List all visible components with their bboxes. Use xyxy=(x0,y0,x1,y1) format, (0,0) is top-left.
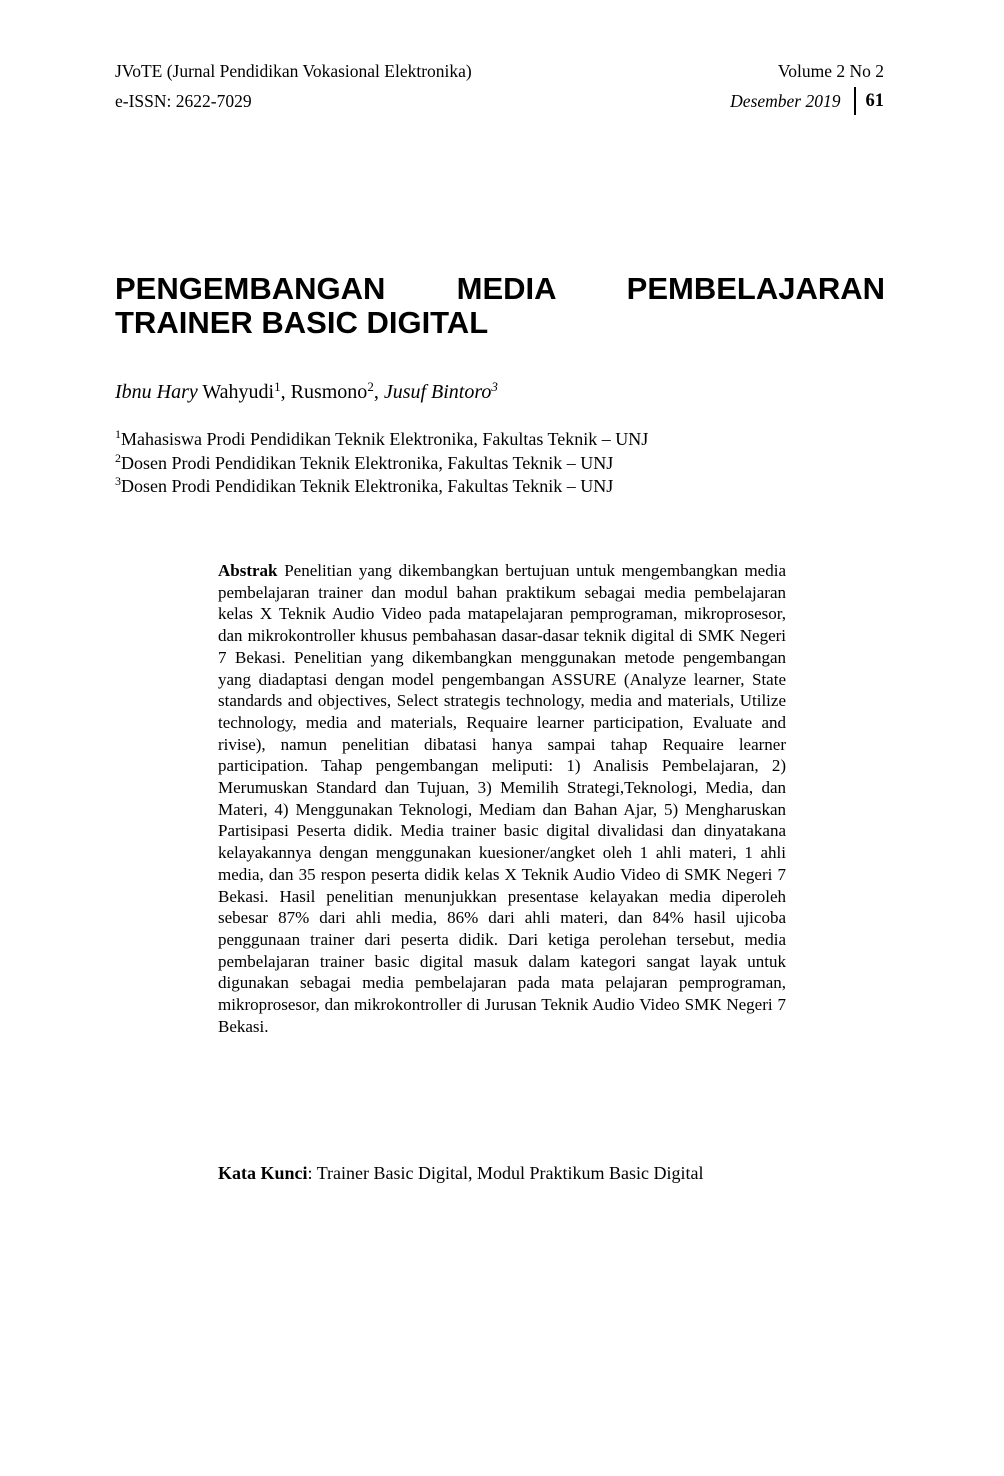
affiliation-2-text: Dosen Prodi Pendidikan Teknik Elektronika, Fakultas Teknik – UNJ xyxy=(121,452,614,473)
affiliation-1-mark: 1 xyxy=(115,427,121,441)
author-1-given: Ibnu Hary xyxy=(115,381,198,403)
abstract-text: Penelitian yang dikembangkan bertujuan untuk mengembangkan media pembelajaran trainer dan modul bahan praktikum sebagai media pembelajaran kelas X Teknik Audio Video pada matapelajaran pemprograman, mikroprosesor, dan mikrokontroller khusus pembahasan dasar-dasar teknik digital di SMK Negeri 7 Bekasi. Penelitian yang dikembangkan menggunakan metode pengembangan yang diadaptasi dengan model pengembangan ASSURE (Analyze learner, State standards and objectives, Select strategis technology, media and materials, Utilize technology, media and materials, Requaire learner participation, Evaluate and rivise), namun penelitian dibatasi hanya sampai tahap Requaire learner participation. Tahap pengembangan meliputi: 1) Analisis Pembelajaran, 2) Merumuskan Standard dan Tujuan, 3) Memilih Strategi,Teknologi, Media, dan Materi, 4) Menggunakan Teknologi, Mediam dan Bahan Ajar, 5) Mengharuskan Partisipasi Peserta didik. Media trainer basic digital divalidasi dan dinyatakana kelayakannya dengan menggunakan kuesioner/angket oleh 1 ahli materi, 1 ahli media, dan 35 respon peserta didik kelas X Teknik Audio Video di SMK Negeri 7 Bekasi. Hasil penelitian menunjukkan presentase kelayakan media diperoleh sebesar 87% dari ahli media, 86% dari ahli materi, dan 84% hasil ujicoba penggunaan trainer dari peserta didik. Dari ketiga perolehan tersebut, media pembelajaran trainer basic digital masuk dalam kategori sangat layak untuk digunakan sebagai media pembelajaran pada mata pelajaran pemprograman, mikroprosesor, dan mikrokontroller di Jurusan Teknik Audio Video SMK Negeri 7 Bekasi. xyxy=(218,561,786,1036)
page-number: 61 xyxy=(865,91,884,111)
issue-date: Desember 2019 xyxy=(730,91,841,111)
article-title xyxy=(115,272,885,340)
author-2-affiliation-mark: 2 xyxy=(367,379,374,394)
abstract-section xyxy=(218,560,786,1037)
author-1-family: Wahyudi xyxy=(197,381,275,403)
author-separator: , xyxy=(373,381,384,403)
affiliation-3 xyxy=(115,475,648,499)
header-divider xyxy=(854,87,856,115)
affiliation-2 xyxy=(115,452,648,476)
author-2: , Rusmono xyxy=(280,381,368,403)
date-page-row xyxy=(730,86,884,116)
keywords-text: : Trainer Basic Digital, Modul Praktikum Basic Digital xyxy=(307,1163,704,1183)
affiliation-1-text: Mahasiswa Prodi Pendidikan Teknik Elektronika, Fakultas Teknik – UNJ xyxy=(121,429,649,449)
header-left xyxy=(115,56,472,116)
journal-issn: e-ISSN: 2622-7029 xyxy=(115,91,252,111)
keywords-section xyxy=(218,1163,704,1184)
author-1-affiliation-mark: 1 xyxy=(274,379,281,394)
affiliation-1 xyxy=(115,428,648,452)
authors-line xyxy=(115,381,498,404)
volume-info: Volume 2 No 2 xyxy=(777,61,884,81)
author-3: Jusuf Bintoro xyxy=(383,381,492,403)
affiliations xyxy=(115,428,648,499)
article-title-line1: PENGEMBANGAN MEDIA PEMBELAJARAN xyxy=(115,271,885,306)
article-title-line2: TRAINER BASIC DIGITAL xyxy=(115,305,489,340)
author-3-affiliation-mark: 3 xyxy=(491,379,498,394)
affiliation-3-mark: 3 xyxy=(115,474,121,488)
affiliation-3-text: Dosen Prodi Pendidikan Teknik Elektronika, Fakultas Teknik – UNJ xyxy=(121,476,614,496)
affiliation-2-mark: 2 xyxy=(115,450,121,465)
header-right xyxy=(730,56,884,116)
journal-name: JVoTE (Jurnal Pendidikan Vokasional Elektronika) xyxy=(115,61,472,81)
abstract-label: Abstrak xyxy=(218,561,278,580)
keywords-label: Kata Kunci xyxy=(218,1163,308,1183)
